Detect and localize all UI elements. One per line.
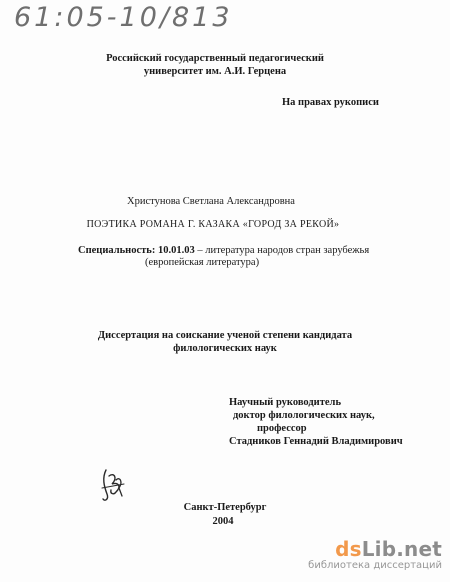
supervisor-heading: Научный руководитель: [229, 397, 341, 408]
specialty-line-1: [78, 245, 369, 256]
dslib-logo[interactable]: [308, 539, 442, 559]
specialty-line-2: (европейская литература): [145, 257, 260, 268]
manuscript-rights-note: На правах рукописи: [282, 97, 379, 108]
supervisor-degree: доктор филологических наук,: [233, 410, 375, 421]
logo-part-lib: Lib: [361, 537, 397, 561]
logo-part-net: .net: [396, 537, 442, 561]
watermark-subtitle: библиотека диссертаций: [308, 560, 442, 571]
institution-line-2: университет им. А.И. Герцена: [143, 66, 287, 77]
specialty-label: Специальность: 10.01.03: [78, 245, 195, 256]
logo-part-ds: ds: [335, 537, 362, 561]
handwritten-signature: [96, 466, 136, 506]
dissertation-degree-line-2: филологических наук: [173, 343, 277, 354]
dissertation-title: ПОЭТИКА РОМАНА Г. КАЗАКА «ГОРОД ЗА РЕКОЙ»: [86, 219, 340, 230]
institution-line-1: Российский государственный педагогический: [106, 53, 324, 64]
dslib-watermark[interactable]: [308, 539, 442, 572]
dissertation-degree-line-1: Диссертация на соискание ученой степени кандидата: [97, 330, 353, 341]
city: Санкт-Петербург: [183, 502, 267, 513]
archive-code-handwritten: 61:05-10/813: [14, 2, 233, 33]
specialty-text: – литература народов стран зарубежья: [194, 245, 370, 256]
supervisor-rank: профессор: [257, 423, 307, 434]
year: 2004: [212, 516, 234, 527]
supervisor-name: Стадников Геннадий Владимирович: [229, 436, 403, 447]
author-name: Христунова Светлана Александровна: [127, 196, 295, 207]
